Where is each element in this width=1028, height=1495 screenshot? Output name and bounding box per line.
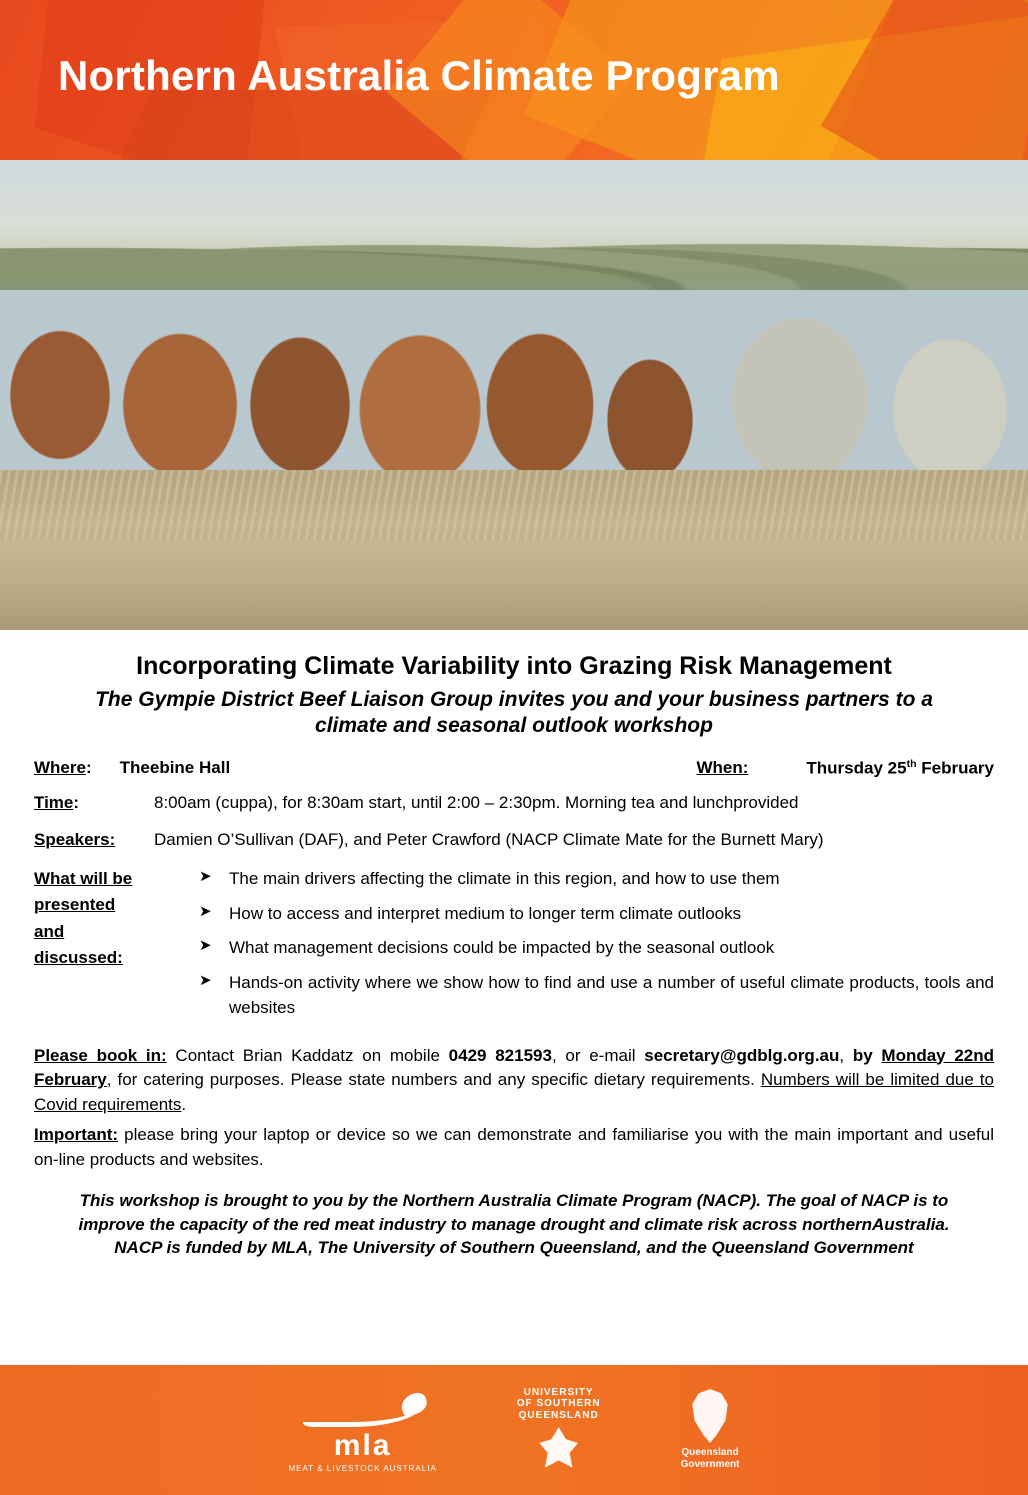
booking-text-3: , [839, 1045, 853, 1065]
booking-text-4: , for catering purposes. Please state numbers and any specific dietary requirements. [106, 1070, 761, 1090]
presented-label-line1: What will be [34, 869, 133, 889]
speakers-value: Damien O’Sullivan (DAF), and Peter Crawford (NACP Climate Mate for the Burnett Mary) [154, 830, 824, 850]
usq-emblem-icon [536, 1427, 582, 1473]
presented-section [34, 866, 994, 1030]
bullet-text: Hands-on activity where we show how to find and use a number of useful climate products, tools and websites [229, 972, 994, 1018]
presented-label-line3: and [34, 921, 65, 941]
poster-body [0, 630, 1028, 1260]
important-lead: Important: [34, 1125, 119, 1145]
booking-lead: Please book in: [34, 1045, 167, 1065]
queensland-government-logo [681, 1389, 740, 1471]
program-title: Northern Australia Climate Program [58, 52, 780, 99]
presented-label-line2: presented [34, 895, 116, 915]
usq-line-3: QUEENSLAND [518, 1409, 599, 1421]
usq-logo [517, 1387, 601, 1474]
cattle-photo [0, 160, 1028, 630]
list-item [199, 970, 994, 1021]
time-label: Time: [34, 793, 80, 813]
booking-deadline: Monday 22nd February [34, 1045, 995, 1090]
speakers-row [34, 829, 994, 852]
list-item [199, 935, 994, 961]
mla-wordmark: mla [333, 1428, 392, 1462]
qld-line-1: Queensland [681, 1447, 739, 1458]
qld-line-2: Government [680, 1459, 740, 1470]
bullet-arrow-icon: ➤ [199, 937, 212, 955]
booking-email: secretary@gdblg.org.au [644, 1045, 840, 1065]
poster-header [0, 0, 1028, 160]
presented-bullet-list [199, 866, 994, 1030]
bullet-text: The main drivers affecting the climate in this region, and how to use them [229, 869, 780, 889]
bullet-arrow-icon: ➤ [199, 971, 212, 989]
workshop-subtitle: The Gympie District Beef Liaison Group invites you and your business partners to a climate and seasonal outlook workshop [95, 688, 933, 738]
usq-line-1: UNIVERSITY [523, 1386, 594, 1398]
where-when-row [34, 758, 994, 779]
booking-paragraph [34, 1044, 994, 1118]
presented-label-line4: discussed: [34, 948, 123, 968]
bullet-text: What management decisions could be impacted by the seasonal outlook [229, 938, 775, 958]
when-label: When: [696, 758, 749, 778]
mla-logo [289, 1388, 437, 1473]
bullet-arrow-icon: ➤ [199, 868, 212, 886]
when-value [806, 758, 994, 779]
time-row [34, 792, 994, 815]
bullet-arrow-icon: ➤ [199, 902, 212, 920]
mla-tagline: MEAT & LIVESTOCK AUSTRALIA [288, 1463, 437, 1473]
where-value: Theebine Hall [119, 758, 231, 778]
booking-covid-note: Numbers will be limited due to Covid requirements [34, 1070, 994, 1114]
mla-swoosh-icon [303, 1388, 423, 1427]
important-text: please bring your laptop or device so we can demonstrate and familiarise you with the main important and useful on-line products and websites. [34, 1125, 994, 1170]
list-item [199, 866, 994, 892]
photo-grass [0, 470, 1028, 630]
speakers-label: Speakers: [34, 830, 116, 850]
closing-note: This workshop is brought to you by the Northern Australia Climate Program (NACP). The goal of NACP is to improve the capacity of the red meat industry to manage drought and climate risk across northernAustralia. NACP is funded by MLA, The University of Southern Queensland, and the Queensland Government [78, 1190, 950, 1258]
list-item [199, 901, 994, 927]
workshop-title: Incorporating Climate Variability into Grazing Risk Management [136, 652, 892, 680]
booking-text-5: . [181, 1094, 187, 1114]
time-value: 8:00am (cuppa), for 8:30am start, until 2:00 – 2:30pm. Morning tea and lunchprovided [154, 793, 799, 813]
where-colon: : [85, 758, 92, 778]
booking-text-1: Contact Brian Kaddatz on mobile [166, 1045, 449, 1065]
where-label: Where [34, 758, 86, 778]
bullet-text: How to access and interpret medium to longer term climate outlooks [229, 903, 742, 923]
presented-label [34, 866, 199, 1030]
when-date: Thursday 25 [806, 758, 907, 778]
booking-text-2: , or e-mail [551, 1045, 645, 1065]
usq-line-2: OF SOUTHERN [516, 1398, 601, 1410]
sponsor-footer [0, 1365, 1028, 1495]
booking-phone: 0429 821593 [448, 1045, 552, 1065]
qld-crest-icon [684, 1389, 736, 1443]
important-paragraph [34, 1123, 994, 1172]
booking-by: by [852, 1045, 882, 1065]
when-month: February [916, 758, 994, 778]
when-ordinal: th [906, 757, 917, 770]
